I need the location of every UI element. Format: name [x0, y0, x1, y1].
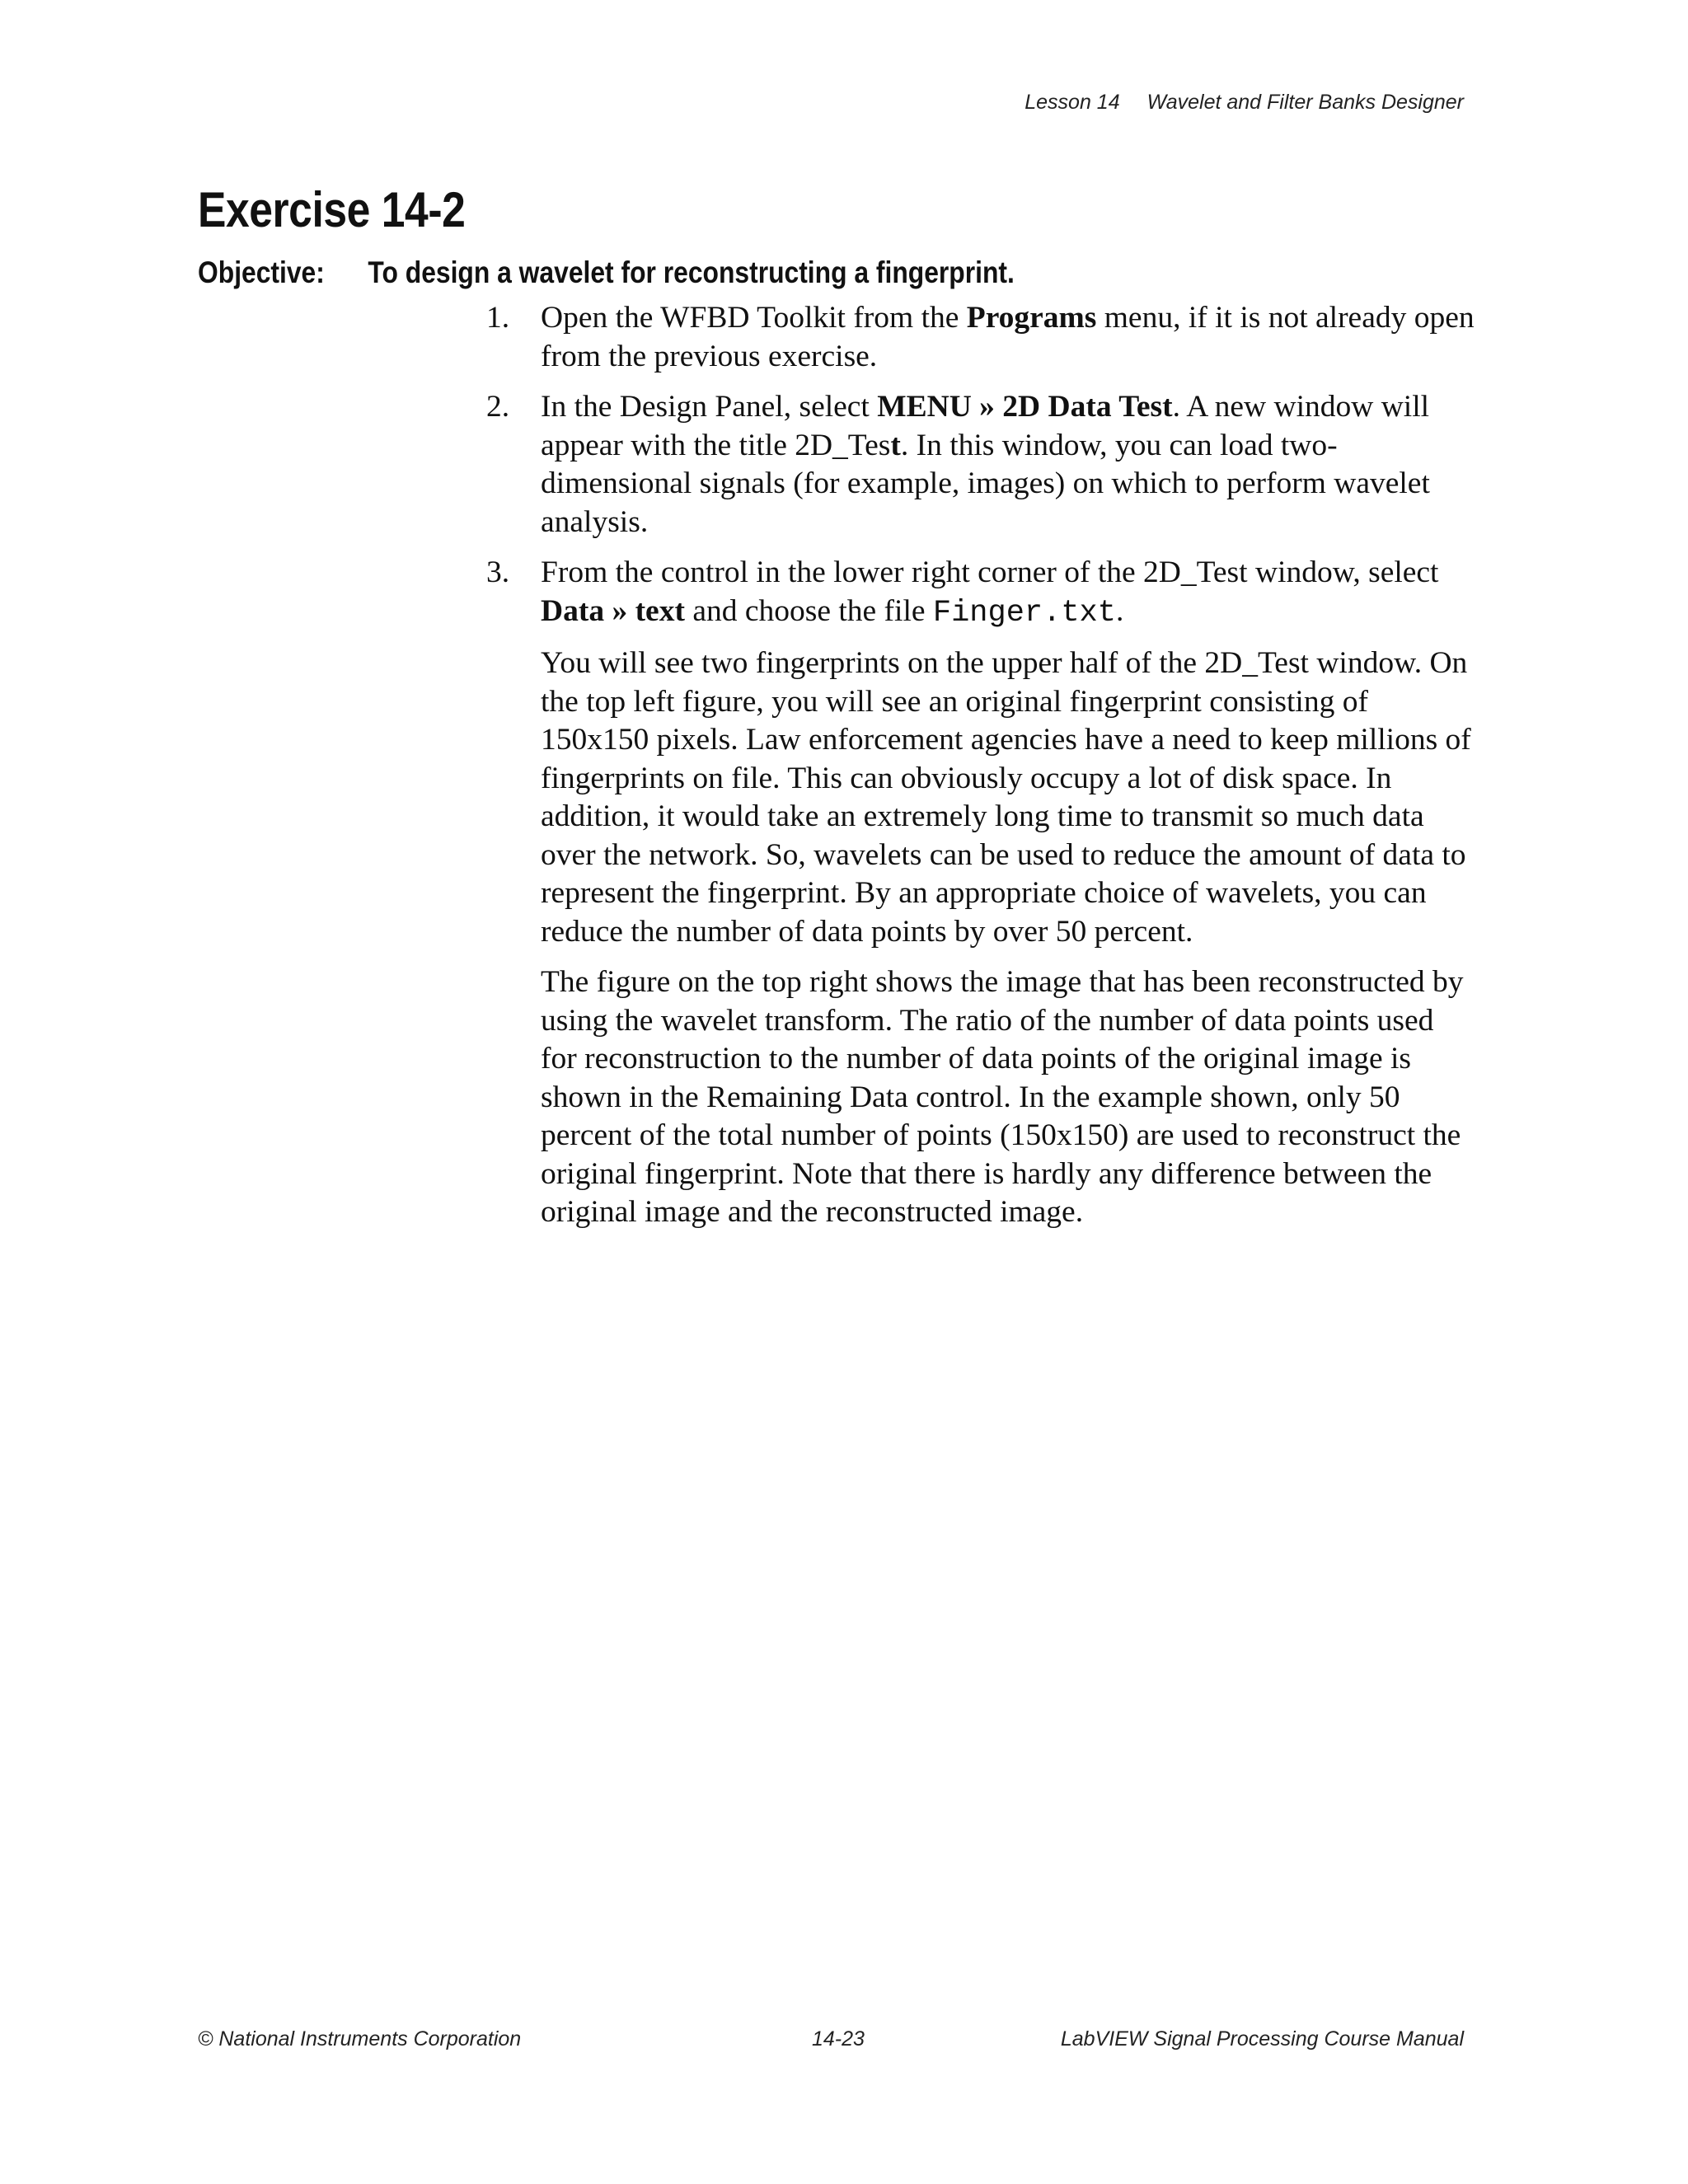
- step-number: 3.: [486, 555, 510, 589]
- menu-reference: Data » text: [541, 593, 685, 628]
- step-number: 2.: [486, 390, 510, 424]
- step-1: [486, 299, 1475, 376]
- step-text: .: [1115, 593, 1124, 628]
- footer-manual-title: LabVIEW Signal Processing Course Manual: [1060, 2027, 1464, 2050]
- menu-reference: MENU » 2D Data Test: [877, 390, 1173, 424]
- step-text: . A new window will appear with the title 2D_Tes: [541, 390, 1430, 462]
- step-2: [486, 388, 1475, 541]
- page-number: 14-23: [812, 2027, 865, 2050]
- footer-copyright: © National Instruments Corporation: [198, 2027, 522, 2050]
- step-text: menu, if it is not already open from the previous exercise.: [541, 301, 1475, 373]
- step-text: From the control in the lower right corner of the 2D_Test window, select: [541, 555, 1439, 589]
- step-text: Open the WFBD Toolkit from the: [541, 301, 967, 335]
- step-text: In the Design Panel, select: [541, 390, 878, 424]
- running-header: [1025, 91, 1464, 115]
- objective-label: Objective:: [198, 255, 325, 289]
- objective: [198, 255, 1015, 290]
- step-3: [486, 554, 1475, 632]
- paragraph-reconstruction: The figure on the top right shows the image that has been reconstructed by using the wavelet transform. The ratio of the number of data points used for reconstruction to the number of data points of the original image is shown in the Remaining Data control. In the example shown, only 50 percent of the total number of points (150x150) are used to reconstruct the original fingerprint. Note that there is hardly any difference between the original image and the reconstructed image.: [541, 965, 1464, 1229]
- window-title-bold: t: [890, 428, 901, 462]
- paragraph-fingerprints: You will see two fingerprints on the upper half of the 2D_Test window. On the top left figure, you will see an original fingerprint consisting of 150x150 pixels. Law enforcement agencies have a need to keep millions of fingerprints on file. This can obviously occupy a lot of disk space. In addition, it would take an extremely long time to transmit so much data over the network. So, wavelets can be used to reduce the amount of data to represent the fingerprint. By an appropriate choice of wavelets, you can reduce the number of data points by over 50 percent.: [541, 646, 1471, 949]
- exercise-title: Exercise 14-2: [198, 182, 466, 237]
- filename: Finger.txt: [932, 595, 1116, 630]
- menu-reference: Programs: [966, 301, 1097, 335]
- header-chapter-title: Wavelet and Filter Banks Designer: [1146, 91, 1464, 114]
- step-text: and choose the file: [684, 593, 933, 628]
- step-number: 1.: [486, 301, 510, 335]
- step-text: . In this window, you can load two-dimensional signals (for example, images) on which to perform wavelet analysis.: [541, 428, 1430, 539]
- objective-text: To design a wavelet for reconstructing a fingerprint.: [368, 255, 1015, 289]
- header-lesson: Lesson 14: [1025, 91, 1120, 114]
- exercise-body: [486, 299, 1475, 1244]
